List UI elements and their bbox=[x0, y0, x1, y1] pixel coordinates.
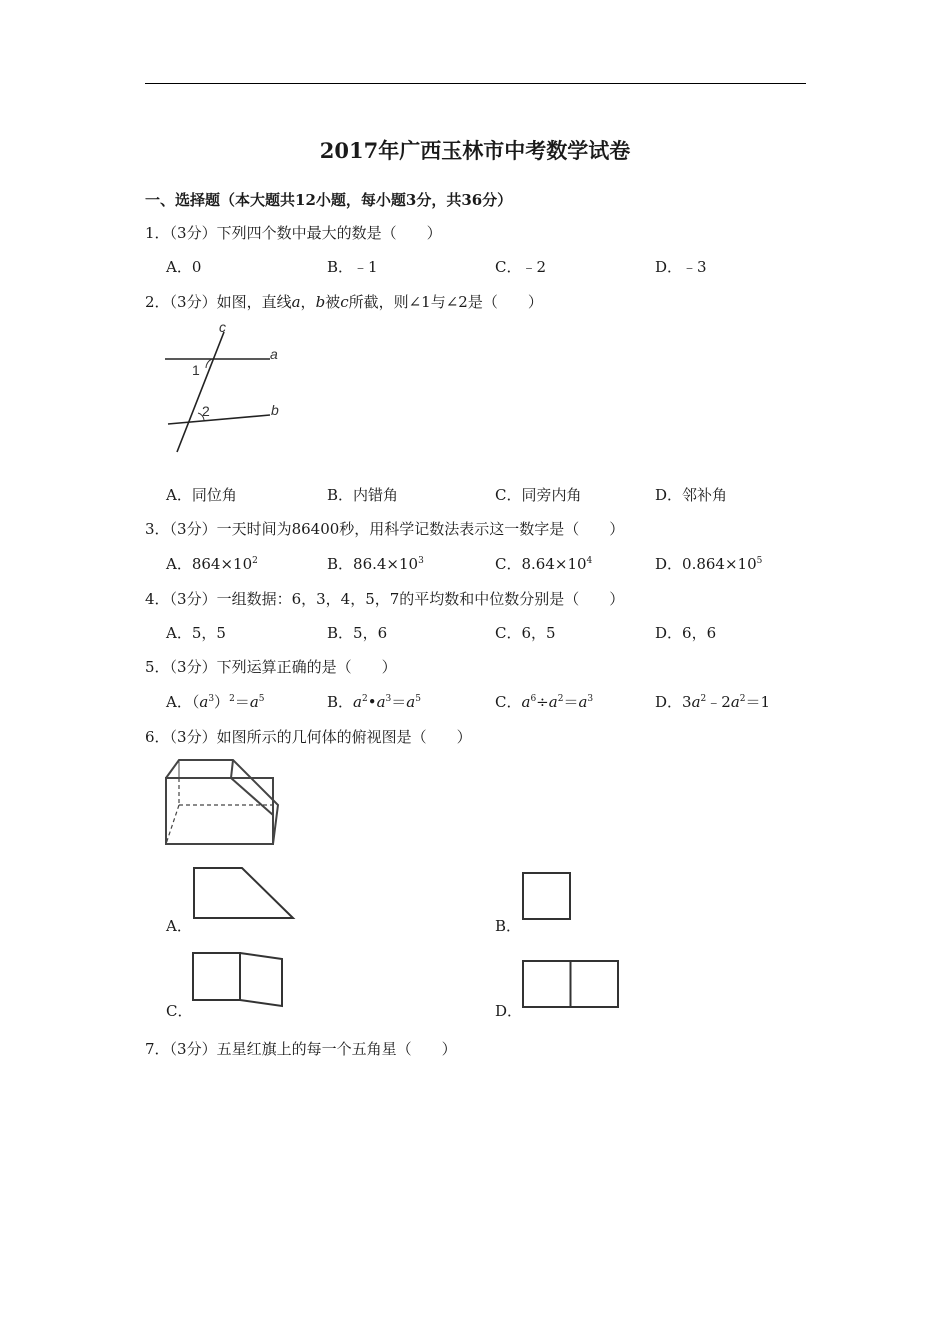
question-2-figure bbox=[160, 318, 290, 458]
question-3-stem: 3．（3分）一天时间为86400秒，用科学记数法表示这一数字是（ ） bbox=[145, 520, 625, 538]
question-2-stem bbox=[145, 291, 543, 313]
var-c: c bbox=[340, 293, 349, 311]
question-2-stem-mid: 被 bbox=[325, 293, 341, 311]
line-c bbox=[177, 332, 224, 452]
question-4-option-d: D．6，6 bbox=[655, 624, 717, 642]
question-1-option-c: C．﹣2 bbox=[495, 258, 547, 276]
question-5-option-b: B．$a^2•a^3=a^5$ bbox=[327, 693, 421, 711]
question-5-option-c: C．$a^6\div a^2=a^3$ bbox=[495, 693, 594, 711]
angle-2-label: 2 bbox=[202, 403, 210, 419]
question-6-stem: 6．（3分）如图所示的几何体的俯视图是（ ） bbox=[145, 728, 472, 746]
var-b: b bbox=[315, 293, 326, 311]
question-1-option-d: D．﹣3 bbox=[655, 258, 707, 276]
question-5-option-d: D．$3a^2﹣2a^2=1$ bbox=[655, 693, 771, 711]
question-3-option-d: D．$0.864\times 10^5$ bbox=[655, 555, 763, 573]
question-1-option-a: A．0 bbox=[166, 258, 202, 276]
question-3-option-b: B．$86.4\times 10^3$ bbox=[327, 555, 424, 573]
question-5-option-a: A．$(a^3)^2=a^5$ bbox=[166, 693, 265, 711]
question-6-option-a-figure bbox=[190, 865, 300, 923]
angle-1-label: 1 bbox=[192, 362, 200, 378]
question-2-option-c: C．同旁内角 bbox=[495, 486, 582, 504]
question-2-option-d: D．邻补角 bbox=[655, 486, 728, 504]
line-b bbox=[168, 415, 270, 424]
question-6-option-b-figure bbox=[520, 870, 574, 922]
question-4-option-c: C．6，5 bbox=[495, 624, 556, 642]
question-5-stem: 5．（3分）下列运算正确的是（ ） bbox=[145, 658, 397, 676]
question-6-option-b: B． bbox=[495, 917, 522, 935]
comma: ， bbox=[300, 293, 316, 311]
question-6-option-d-figure bbox=[520, 958, 622, 1010]
question-6-option-c: C． bbox=[166, 1002, 193, 1020]
question-2-option-b: B．内错角 bbox=[327, 486, 399, 504]
question-2-stem-pre: 2．（3分）如图，直线 bbox=[145, 293, 292, 311]
question-6-option-c-figure bbox=[190, 950, 290, 1010]
question-6-solid-figure bbox=[160, 755, 282, 850]
label-c: c bbox=[219, 319, 226, 335]
question-7-stem: 7．（3分）五星红旗上的每一个五角星（ ） bbox=[145, 1040, 457, 1058]
question-1-option-b: B．﹣1 bbox=[327, 258, 378, 276]
page-title: 2017年广西玉林市中考数学试卷 bbox=[319, 138, 631, 163]
section-heading: 一、选择题（本大题共12小题，每小题3分，共36分） bbox=[145, 191, 513, 209]
question-1-stem: 1．（3分）下列四个数中最大的数是（ ） bbox=[145, 224, 442, 242]
label-a: a bbox=[270, 346, 278, 362]
question-4-option-b: B．5，6 bbox=[327, 624, 388, 642]
question-4-stem: 4．（3分）一组数据：6，3，4，5，7的平均数和中位数分别是（ ） bbox=[145, 590, 625, 608]
question-3-option-a: A．$864\times 10^2$ bbox=[166, 555, 258, 573]
question-6-option-d: D． bbox=[495, 1002, 523, 1020]
header-rule bbox=[145, 83, 806, 84]
label-b: b bbox=[271, 402, 279, 418]
question-4-option-a: A．5，5 bbox=[166, 624, 226, 642]
question-2-stem-post: 所截，则∠1与∠2是（ ） bbox=[348, 293, 543, 311]
var-a: a bbox=[291, 293, 301, 311]
question-6-option-a: A． bbox=[166, 917, 192, 935]
question-2-option-a: A．同位角 bbox=[166, 486, 237, 504]
question-3-option-c: C．$8.64\times 10^4$ bbox=[495, 555, 593, 573]
